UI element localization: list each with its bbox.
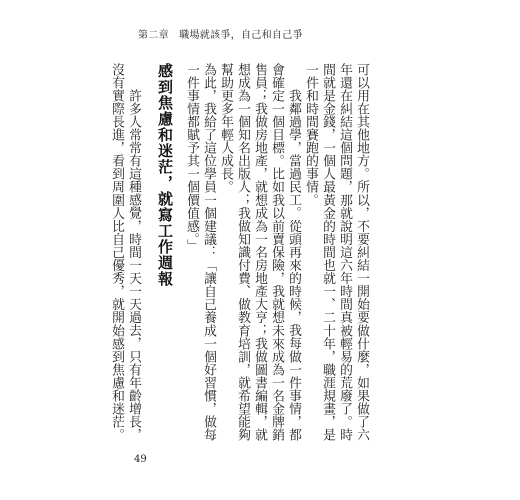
paragraph-3: 為此，我給了這位學員一個建議：「讓自己養成一個好習慣，做每一件事情都賦予其一個價值感。」 [184, 63, 216, 442]
running-head: 第二章 職場就該爭，自己和自己爭 [138, 30, 303, 41]
section-heading: 感到焦慮和迷茫，就寫工作週報 [156, 63, 174, 287]
paragraph-4: 許多人常常有這種感覺，時間一天一天過去，只有年齡增長，沒有實際長進，看到周圍人比自己優秀，就開始感到焦慮和迷茫。 [109, 63, 141, 442]
paragraph-2: 我鄰過學，當過民工。從頭再來的時候，我每做一件事情，都會確定一個目標。比如我以前賣保險，我就想未來成為一名金牌銷售員；我做房地產，就想成為一名房地產大亨；我做圖書編輯，就想成為一個知名出版人；我做知識付費、做教育培訓，就希望能夠幫助更多年輕人成長。 [218, 63, 301, 442]
page-number: 49 [134, 454, 147, 465]
body-text [109, 63, 370, 451]
paragraph-1: 可以用在其他地方。所以，不要糾結一開始要做什麼，如果做了六年還在糾結這個問題，那就說明這六年時間真被輕易的荒廢了。時間就是金錢，一個人最黃金的時間也就一、二十年，職涯規畫，是一件和時間賽跑的事情。 [303, 63, 369, 442]
